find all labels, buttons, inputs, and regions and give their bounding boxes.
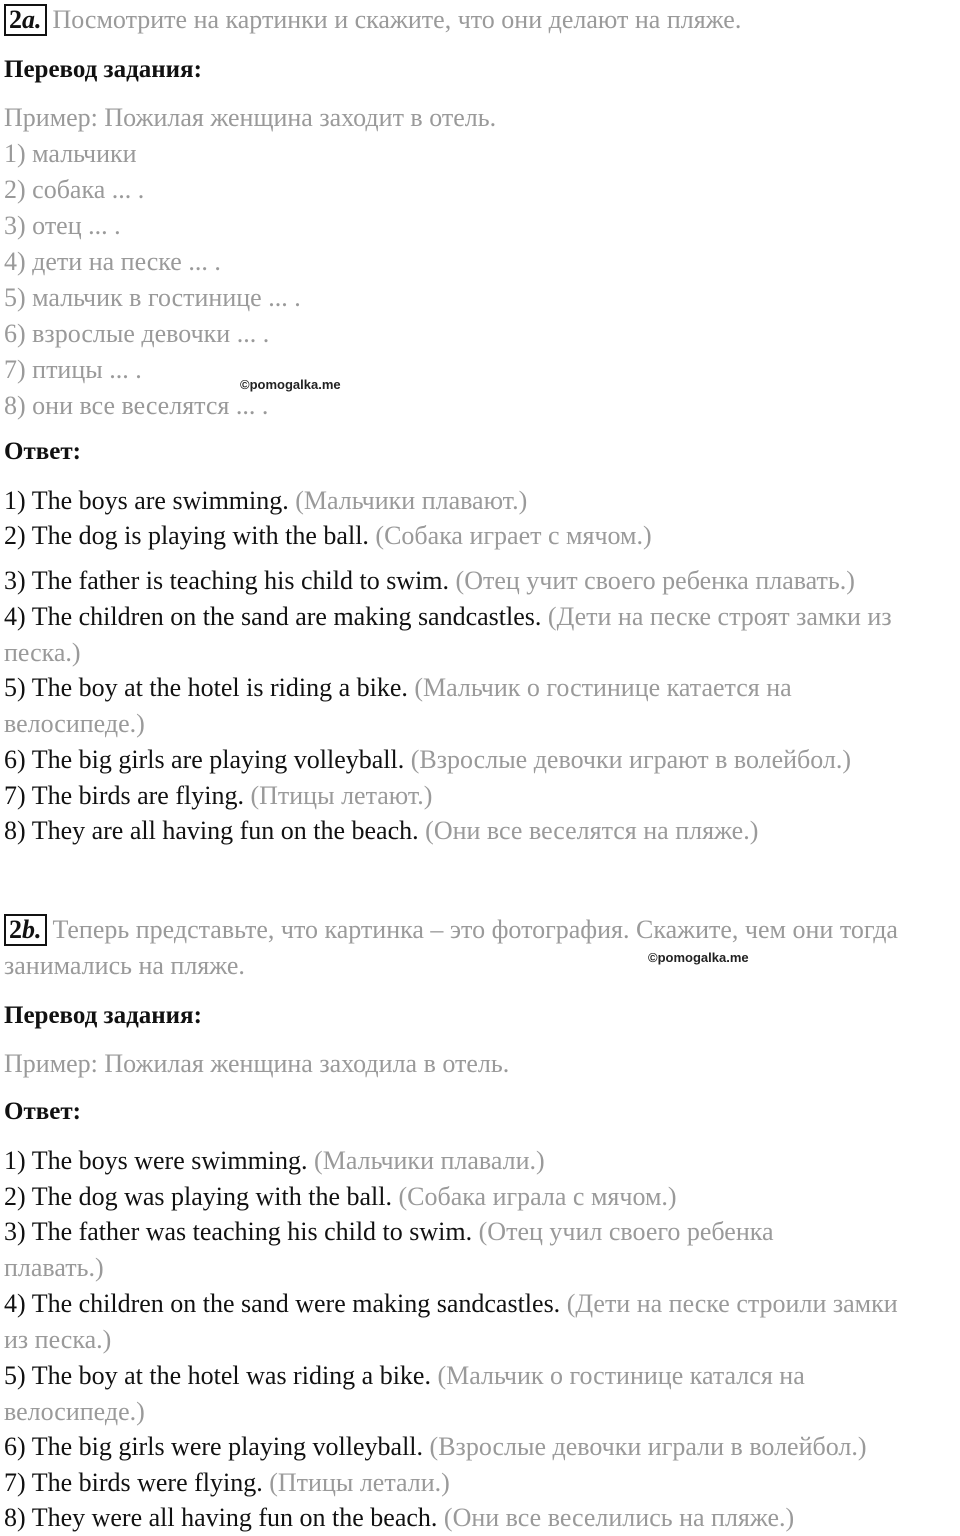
answer-en: 5) The boy at the hotel was riding a bike. (4, 1361, 431, 1390)
answer-en: 3) The father was teaching his child to swim. (4, 1217, 473, 1246)
watermark: ©pomogalka.me (648, 950, 749, 965)
task-2b-badge: 2b. (4, 914, 47, 946)
task-2b-answer (4, 1286, 920, 1358)
answer-ru: (Они все веселятся на пляже.) (425, 816, 759, 845)
answer-ru: (Взрослые девочки играли в волейбол.) (429, 1432, 867, 1461)
task-2a-item: 7) птицы ... . (4, 355, 142, 384)
task-2b-instruction: Теперь представьте, что картинка – это фотография. Скажите, чем они тогда занимались на пляже. (4, 915, 898, 980)
task-2b-answer (4, 1429, 954, 1465)
watermark: ©pomogalka.me (240, 377, 341, 392)
answer-ru: (Взрослые девочки играют в волейбол.) (410, 745, 852, 774)
answer-ru: (Мальчик о гостинице катается на велосипеде.) (4, 673, 792, 738)
task-2a-instruction: Посмотрите на картинки и скажите, что они делают на пляже. (52, 5, 742, 34)
task-2a-item: 8) они все веселятся ... . (4, 391, 269, 420)
answer-en: 8) They are all having fun on the beach. (4, 816, 419, 845)
answer-en: 6) The big girls were playing volleyball. (4, 1432, 424, 1461)
task-2a-item: 1) мальчики (4, 139, 137, 168)
task-2a-answer (4, 483, 954, 519)
task-2b-answer (4, 1465, 954, 1501)
task-2a-answer (4, 778, 954, 814)
answer-ru: (Собака играла с мячом.) (398, 1182, 677, 1211)
task-2a-answer (4, 813, 954, 849)
answer-en: 2) The dog is playing with the ball. (4, 521, 369, 550)
answer-en: 7) The birds were flying. (4, 1468, 263, 1497)
task-2b-answer (4, 1143, 954, 1179)
task-2a-item: 4) дети на песке ... . (4, 247, 221, 276)
task-2a-answer (4, 742, 954, 778)
answer-en: 6) The big girls are playing volleyball. (4, 745, 405, 774)
answer-ru: (Мальчики плавали.) (314, 1146, 545, 1175)
task-2b-answer-heading: Ответ: (4, 1098, 81, 1125)
task-2a-answer (4, 563, 954, 599)
task-2b-answer (4, 1500, 954, 1536)
answer-ru: (Мальчик о гостинице катался на велосипеде.) (4, 1361, 805, 1426)
answer-en: 2) The dog was playing with the ball. (4, 1182, 393, 1211)
task-2b-answer (4, 1214, 870, 1286)
task-2a-header (4, 2, 954, 38)
answer-ru: (Они все веселились на пляже.) (443, 1503, 795, 1532)
answer-en: 1) The boys are swimming. (4, 486, 289, 515)
task-2a-example: Пример: Пожилая женщина заходит в отель. (4, 103, 497, 132)
task-2a-answer (4, 599, 954, 671)
task-2a-item: 5) мальчик в гостинице ... . (4, 283, 301, 312)
task-2b-answer (4, 1358, 900, 1430)
answer-ru: (Птицы летают.) (250, 781, 433, 810)
task-2a-translation-heading: Перевод задания: (4, 56, 202, 83)
answer-ru: (Мальчики плавают.) (295, 486, 528, 515)
task-2a-answer-heading: Ответ: (4, 438, 81, 465)
answer-ru: (Птицы летали.) (269, 1468, 450, 1497)
task-2b-answer (4, 1179, 954, 1215)
answer-en: 8) They were all having fun on the beach. (4, 1503, 438, 1532)
answer-en: 1) The boys were swimming. (4, 1146, 308, 1175)
task-2a-item: 3) отец ... . (4, 211, 121, 240)
task-2a-item: 2) собака ... . (4, 175, 145, 204)
answer-ru: (Дети на песке строили замки из песка.) (4, 1289, 898, 1354)
task-2b-translation-heading: Перевод задания: (4, 1002, 202, 1029)
answer-ru: (Дети на песке строят замки из песка.) (4, 602, 892, 667)
answer-en: 4) The children on the sand were making sandcastles. (4, 1289, 561, 1318)
task-2b-example: Пример: Пожилая женщина заходила в отель. (4, 1049, 510, 1078)
answer-ru: (Отец учил своего ребенка плавать.) (4, 1217, 774, 1282)
answer-en: 3) The father is teaching his child to swim. (4, 566, 450, 595)
answer-ru: (Собака играет с мячом.) (375, 521, 652, 550)
task-2a-answer (4, 670, 890, 742)
task-2b-header (4, 912, 954, 984)
task-2a-answer (4, 518, 954, 554)
answer-en: 5) The boy at the hotel is riding a bike. (4, 673, 408, 702)
answer-en: 7) The birds are flying. (4, 781, 244, 810)
task-2a-badge: 2a. (4, 4, 47, 36)
answer-ru: (Отец учит своего ребенка плавать.) (455, 566, 855, 595)
task-2a-item: 6) взрослые девочки ... . (4, 319, 270, 348)
answer-en: 4) The children on the sand are making sandcastles. (4, 602, 542, 631)
